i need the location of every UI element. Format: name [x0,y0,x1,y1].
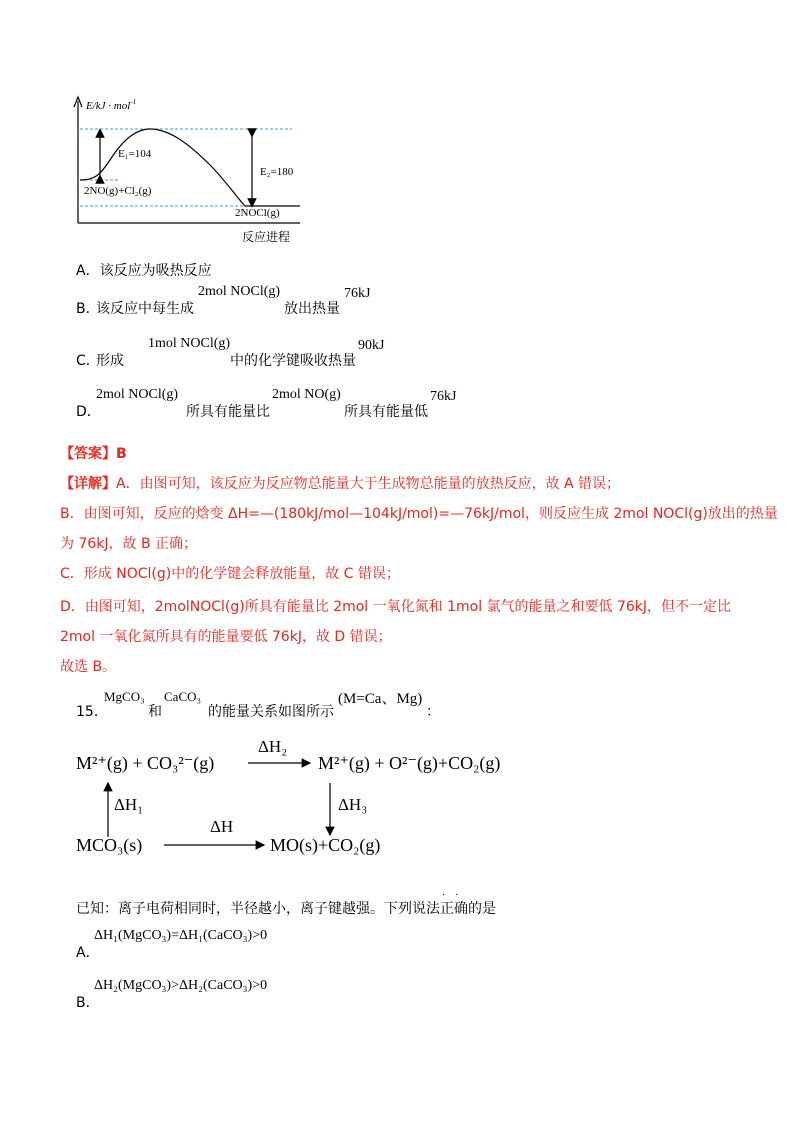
cycle-top-right: M²⁺(g) + O²⁻(g)+CO₂(g) [318,753,501,773]
cycle-bottom-right: MO(s)+CO₂(g) [270,835,381,855]
value: 76kJ [430,389,457,404]
option-d [76,385,576,421]
option-text: 该反应中每生成 [96,301,194,317]
cycle-dh2: ΔH₂ [258,737,288,756]
answer-conclusion: 故选 B。 [60,659,117,675]
question-text: 和 [148,704,162,720]
option-text: 形成 [96,353,124,369]
q15-option-b [76,978,476,1012]
formula: ΔH₂(MgCO₃)>ΔH₂(CaCO₃)>0 [94,978,268,993]
cycle-dh: ΔH [210,817,234,836]
cycle-top-left: M²⁺(g) + CO₃²⁻(g) [76,753,215,773]
formula: 2mol NOCl(g) [96,387,179,402]
option-text: 该反应为吸热反应 [99,263,212,279]
value: 76kJ [344,286,371,301]
energy-diagram [60,95,320,255]
cycle-dh1: ΔH₁ [114,795,144,814]
cycle-arrows [70,735,540,865]
y-axis-label: E/kJ · mol$^{-1}$ [86,98,137,112]
answer-detail-d2: 2mol 一氧化氮所具有的能量要低 76kJ，故 D 错误； [60,629,392,645]
answer-detail-a [60,473,620,493]
detail-label: 【详解】 [60,476,116,492]
question-text: ： [426,704,440,720]
option-c [76,334,576,370]
value: 90kJ [358,338,385,353]
answer-detail-b1: B．由图可知，反应的焓变 ΔH=—(180kJ/mol—104kJ/mol)=—76kJ/mol，则反应生成 2mol NOCl(g)放出的热量 [60,506,778,522]
option-letter: B． [76,301,100,317]
known-statement: 已知：离子电荷相同时，半径越小，离子键越强。下列说法正确的是 [76,901,496,917]
detail-text: A．由图可知，该反应为反应物总能量大于生成物总能量的放热反应，故 A 错误； [116,476,621,492]
option-letter: A． [76,945,100,961]
reactants-label: 2NO(g)+Cl₂(g) [84,185,152,197]
option-letter: C． [76,353,100,369]
answer-detail-b2: 为 76kJ，故 B 正确； [60,536,198,552]
option-a [76,260,212,280]
option-b [76,282,576,318]
question-number: 15． [76,704,108,720]
cycle-diagram [70,735,540,865]
answer-detail-c: C．形成 NOCl(g)中的化学键会释放能量，故 C 错误； [60,566,400,582]
formula: 2mol NOCl(g) [198,284,281,299]
question-text: 的能量关系如图所示 [208,704,334,720]
formula: ΔH₁(MgCO₃)=ΔH₁(CaCO₃)>0 [94,928,268,943]
e2-label: E₂=180 [260,166,294,178]
condition: (M=Ca、Mg) [338,691,423,707]
emphasis-dots: ·· [442,890,469,901]
formula: CaCO₃ [164,689,202,704]
formula: MgCO₃ [104,689,145,704]
products-label: 2NOCl(g) [235,207,280,219]
option-letter: B． [76,995,100,1011]
answer-label: 【答案】B [60,446,127,462]
option-text: 所具有能量比 [186,404,270,420]
option-text: 放出热量 [284,301,340,317]
e1-label: E₁=104 [118,148,152,160]
cycle-bottom-left: MCO₃(s) [76,835,143,855]
formula: 2mol NO(g) [272,387,341,402]
option-letter: A． [76,263,100,279]
cycle-dh3: ΔH₃ [338,795,368,814]
option-text: 中的化学键吸收热量 [230,353,356,369]
formula: 1mol NOCl(g) [148,336,231,351]
q15-option-a [76,928,476,962]
x-axis-label: 反应进程 [242,230,291,244]
answer-detail-d1: D．由图可知，2molNOCl(g)所具有能量比 2mol 一氧化氮和 1mol 氯气的能量之和要低 76kJ，但不一定比 [60,599,732,615]
option-text: 所具有能量低 [344,404,428,420]
option-letter: D． [76,404,101,420]
question-15 [76,685,576,721]
